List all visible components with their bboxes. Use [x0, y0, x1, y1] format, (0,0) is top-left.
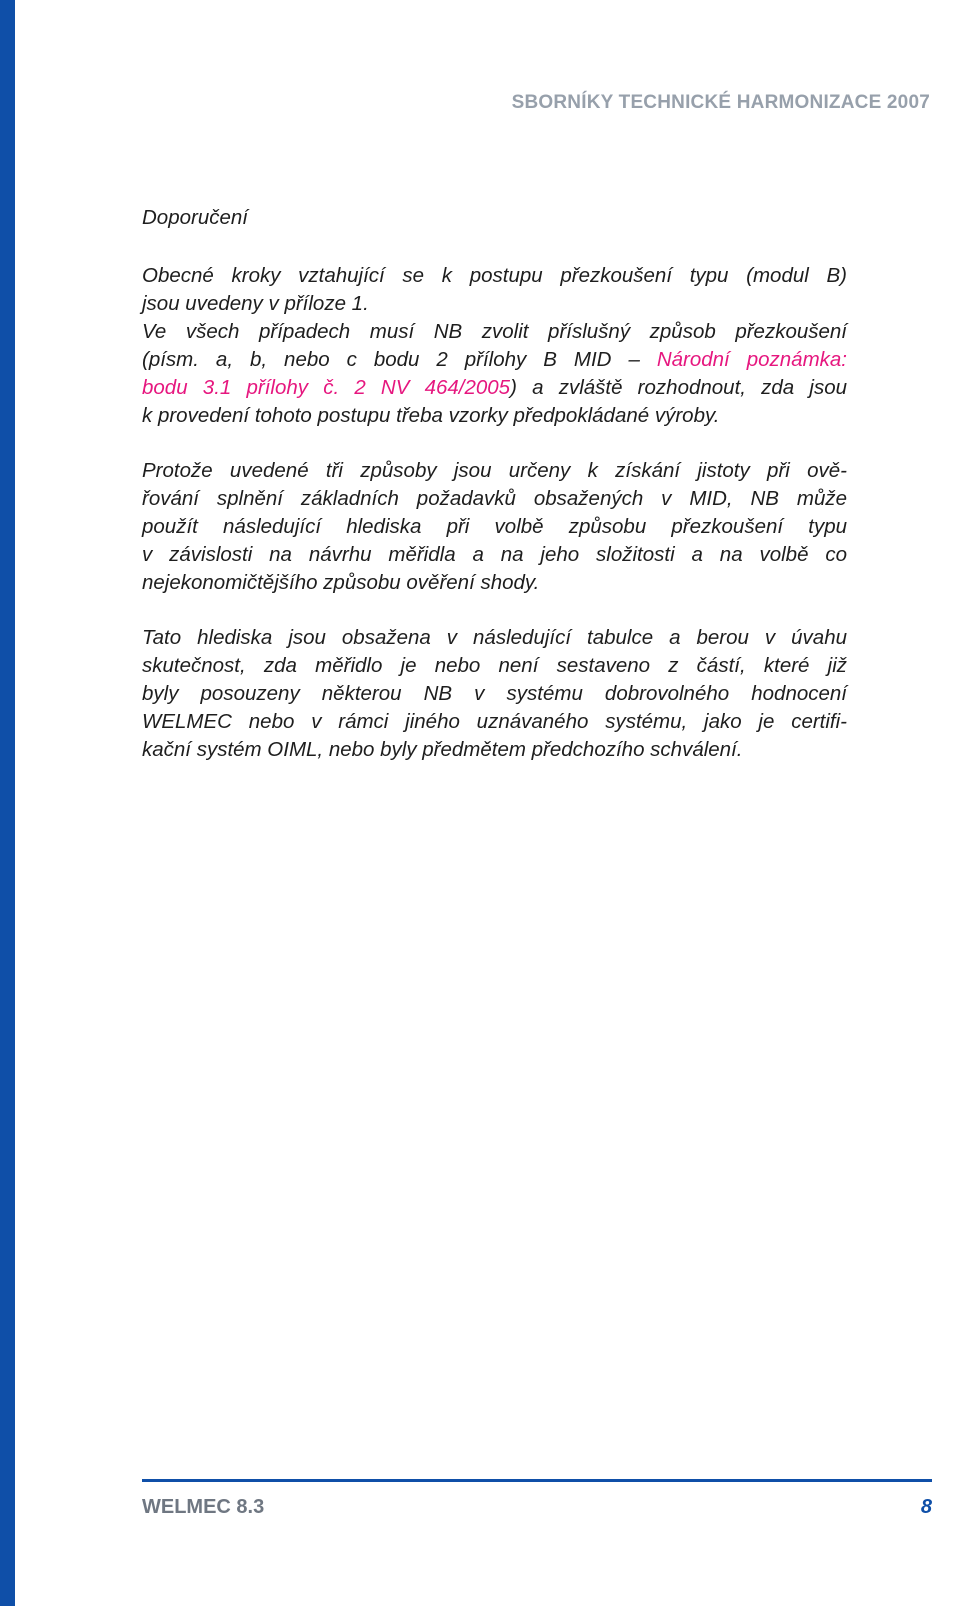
paragraph-line: [142, 374, 847, 402]
paragraph-line: Ve všech případech musí NB zvolit příslušný způsob přezkoušení: [142, 320, 847, 343]
section-heading: Doporučení: [142, 206, 248, 229]
paragraph-line: použít následující hlediska při volbě způsobu přezkoušení typu: [142, 515, 847, 538]
paragraph-line: kační systém OIML, nebo byly předmětem předchozího schválení.: [142, 738, 743, 761]
footer-document-id: WELMEC 8.3: [142, 1496, 265, 1518]
footer-divider: [142, 1479, 932, 1482]
paragraph-table-intro: [142, 624, 847, 764]
national-note-label: Národní poznámka:: [656, 348, 847, 371]
paragraph-selection-aspects: [142, 457, 847, 597]
paragraph-line: řování splnění základních požadavků obsažených v MID, NB může: [142, 487, 847, 510]
paragraph-line: k provedení tohoto postupu třeba vzorky předpokládané výroby.: [142, 404, 720, 427]
paragraph-text: ) a zvláště rozhodnout, zda jsou: [510, 376, 847, 399]
left-accent-bar: [0, 0, 15, 1606]
paragraph-line: [142, 346, 847, 374]
paragraph-text: (písm. a, b, nebo c bodu 2 přílohy B MID –: [142, 348, 657, 371]
national-note-reference: bodu 3.1 přílohy č. 2 NV 464/2005: [142, 376, 511, 399]
page-number: 8: [920, 1496, 932, 1518]
paragraph-line: Obecné kroky vztahující se k postupu přezkoušení typu (modul B): [142, 264, 847, 287]
paragraph-line: WELMEC nebo v rámci jiného uznávaného systému, jako je certifi-: [142, 710, 847, 733]
running-header: SBORNÍKY TECHNICKÉ HARMONIZACE 2007: [511, 92, 930, 113]
paragraph-line: jsou uvedeny v příloze 1.: [142, 292, 369, 315]
paragraph-line: skutečnost, zda měřidlo je nebo není sestaveno z částí, které již: [142, 654, 847, 677]
paragraph-line: nejekonomičtějšího způsobu ověření shody.: [142, 571, 540, 594]
paragraph-general-steps: [142, 262, 847, 430]
paragraph-line: v závislosti na návrhu měřidla a na jeho složitosti a na volbě co: [142, 543, 847, 566]
paragraph-line: Tato hlediska jsou obsažena v následující tabulce a berou v úvahu: [142, 626, 847, 649]
paragraph-line: Protože uvedené tři způsoby jsou určeny k získání jistoty při ově-: [142, 459, 847, 482]
page-body: [142, 206, 847, 791]
paragraph-line: byly posouzeny některou NB v systému dobrovolného hodnocení: [142, 682, 847, 705]
